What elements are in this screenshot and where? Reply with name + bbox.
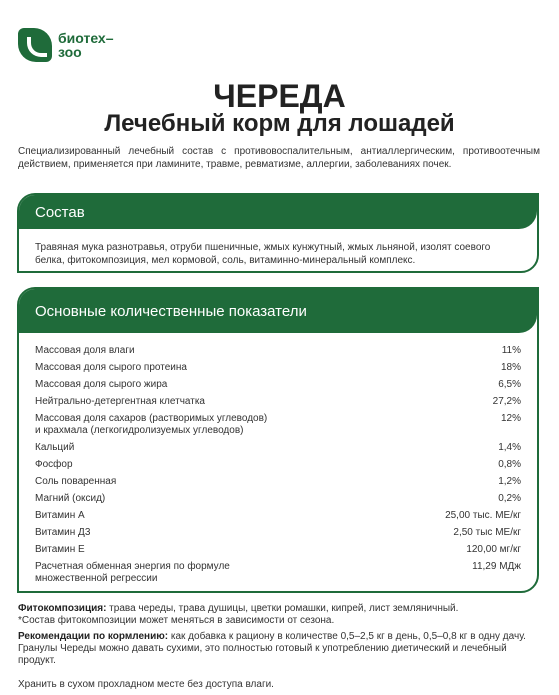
indicator-name-line: множественной регрессии bbox=[35, 573, 158, 584]
indicator-name-line: Расчетная обменная энергия по формуле bbox=[35, 561, 230, 572]
product-subtitle: Лечебный корм для лошадей bbox=[104, 110, 455, 137]
indicator-name bbox=[35, 476, 488, 488]
indicators-heading: Основные количественные показатели bbox=[19, 289, 537, 333]
brand-logo bbox=[18, 28, 114, 62]
indicator-row bbox=[35, 561, 521, 585]
indicator-name-line: Массовая доля влаги bbox=[35, 345, 135, 356]
indicator-name bbox=[35, 345, 492, 357]
indicator-row bbox=[35, 527, 521, 539]
indicator-name-line: Витамин Д3 bbox=[35, 527, 91, 538]
brand-name bbox=[58, 31, 114, 59]
product-description: Специализированный лечебный состав с противовоспалительным, антиаллергическим, противоотечным действием, применяется при ламините, травме, ревматизме, аллергии, заболеваниях почек. bbox=[18, 146, 540, 170]
indicator-name bbox=[35, 413, 491, 437]
indicator-row bbox=[35, 396, 521, 408]
indicator-name bbox=[35, 459, 488, 471]
indicator-value: 6,5% bbox=[498, 379, 521, 390]
indicator-row bbox=[35, 413, 521, 437]
feeding-section bbox=[18, 631, 540, 667]
indicator-row bbox=[35, 345, 521, 357]
indicator-name-line: Массовая доля сырого жира bbox=[35, 379, 168, 390]
indicator-name bbox=[35, 396, 483, 408]
indicator-value: 2,50 тыс МЕ/кг bbox=[453, 527, 521, 538]
indicator-value: 120,00 мг/кг bbox=[466, 544, 521, 555]
composition-panel bbox=[17, 193, 539, 273]
phyto-section bbox=[18, 603, 540, 627]
feeding-text: как добавка к рациону в количестве 0,5–2,5 кг в день, 0,5–0,8 кг в одну дачу. Гранулы Череды можно давать сухими, это полностью готовый к употреблению диетический и лечебный продукт. bbox=[18, 631, 526, 666]
indicator-name-line: Кальций bbox=[35, 442, 75, 453]
indicator-name-line: Фосфор bbox=[35, 459, 73, 470]
indicator-name-line: Витамин Е bbox=[35, 544, 85, 555]
indicator-row bbox=[35, 379, 521, 391]
brand-name-line2: зоо bbox=[58, 44, 82, 60]
product-title: ЧЕРЕДА bbox=[213, 78, 346, 114]
indicator-name-line: Нейтрально-детергентная клетчатка bbox=[35, 396, 205, 407]
indicator-value: 11% bbox=[501, 345, 521, 356]
indicator-row bbox=[35, 493, 521, 505]
indicator-row bbox=[35, 442, 521, 454]
indicator-name bbox=[35, 544, 456, 556]
indicator-name bbox=[35, 362, 491, 374]
phyto-text: трава череды, трава душицы, цветки ромашки, кипрей, лист земляничный. bbox=[106, 603, 459, 614]
indicator-row bbox=[35, 476, 521, 488]
composition-heading: Состав bbox=[19, 195, 537, 229]
indicator-value: 11,29 МДж bbox=[472, 561, 521, 572]
brand-name-line1: биотех– bbox=[58, 30, 114, 46]
indicator-name-line: Соль поваренная bbox=[35, 476, 117, 487]
indicator-name-line: Витамин А bbox=[35, 510, 85, 521]
indicators-panel bbox=[17, 287, 539, 593]
indicator-name bbox=[35, 379, 488, 391]
phyto-note: *Состав фитокомпозиции может меняться в зависимости от сезона. bbox=[18, 615, 335, 626]
indicator-name-line: Массовая доля сырого протеина bbox=[35, 362, 187, 373]
indicator-row bbox=[35, 544, 521, 556]
indicator-row bbox=[35, 510, 521, 522]
indicator-name bbox=[35, 510, 435, 522]
indicator-name bbox=[35, 442, 488, 454]
indicator-name bbox=[35, 527, 443, 539]
indicator-value: 1,2% bbox=[498, 476, 521, 487]
brand-logo-icon bbox=[18, 28, 52, 62]
indicator-value: 18% bbox=[500, 362, 521, 373]
indicator-name-line: Магний (оксид) bbox=[35, 493, 106, 504]
phyto-label: Фитокомпозиция: bbox=[18, 603, 107, 614]
indicators-table bbox=[35, 345, 521, 590]
indicator-value: 12% bbox=[500, 413, 521, 424]
indicator-name bbox=[35, 561, 462, 585]
indicator-value: 0,2% bbox=[498, 493, 521, 504]
composition-text: Травяная мука разнотравья, отруби пшеничные, жмых кунжутный, жмых льняной, изолят соевого белка, фитокомпозиция, мел кормовой, соль, витаминно-минеральный комплекс. bbox=[35, 242, 491, 266]
indicator-name bbox=[35, 493, 488, 505]
indicator-row bbox=[35, 459, 521, 471]
indicator-value: 0,8% bbox=[498, 459, 521, 470]
indicator-value: 27,2% bbox=[492, 396, 521, 407]
indicator-value: 25,00 тыс. МЕ/кг bbox=[445, 510, 521, 521]
indicator-name-line: и крахмала (легкогидролизуемых углеводов) bbox=[35, 425, 244, 436]
storage-note: Хранить в сухом прохладном месте без доступа влаги. bbox=[18, 679, 274, 690]
indicator-value: 1,4% bbox=[498, 442, 521, 453]
indicator-name-line: Массовая доля сахаров (растворимых углеводов) bbox=[35, 413, 268, 424]
feeding-label: Рекомендации по кормлению: bbox=[18, 631, 169, 642]
indicator-row bbox=[35, 362, 521, 374]
